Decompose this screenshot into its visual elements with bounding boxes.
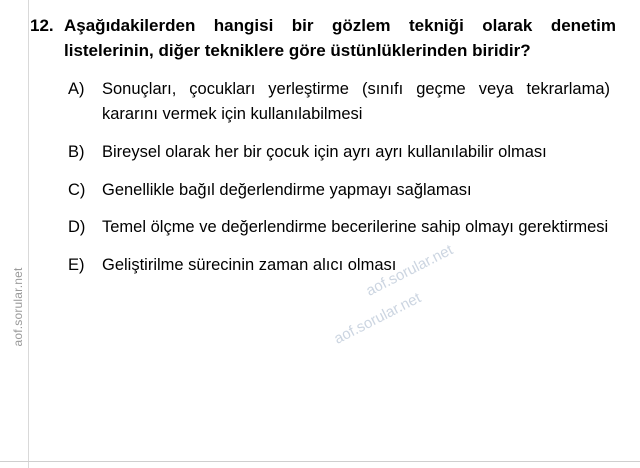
option-d[interactable] (68, 215, 624, 240)
option-b-letter: B) (68, 142, 85, 161)
option-e[interactable] (68, 253, 624, 278)
question-block (30, 14, 624, 291)
option-b-text: Bireysel olarak her bir çocuk için ayrı ayrı kullanılabilir olması (102, 142, 547, 161)
question-text: Aşağıdakilerden hangisi bir gözlem tekniği olarak denetim listelerinin, diğer tekniklere göre üstünlüklerinden biridir? (64, 16, 616, 60)
options-list (30, 77, 624, 278)
option-c[interactable] (68, 178, 624, 203)
question-stem (30, 14, 624, 63)
diagonal-watermark-1: aof.sorular.net (363, 241, 456, 300)
option-c-letter: C) (68, 180, 86, 199)
option-a-text: Sonuçları, çocukları yerleştirme (sınıfı geçme veya tekrarlama) kararını vermek için kullanılabilmesi (102, 80, 610, 124)
page-bottom-rule (0, 461, 640, 462)
option-a-letter: A) (68, 80, 85, 99)
left-watermark-strip (0, 0, 29, 468)
option-e-letter: E) (68, 256, 85, 275)
side-watermark-text: aof.sorular.net (11, 267, 25, 347)
diagonal-watermark-2: aof.sorular.net (331, 289, 424, 348)
option-e-text: Geliştirilme sürecinin zaman alıcı olması (102, 256, 397, 275)
option-d-text: Temel ölçme ve değerlendirme becerilerine sahip olmayı gerektirmesi (102, 218, 609, 237)
option-b[interactable] (68, 140, 624, 165)
option-c-text: Genellikle bağıl değerlendirme yapmayı sağlaması (102, 180, 472, 199)
option-a[interactable] (68, 77, 624, 127)
question-number: 12. (30, 16, 54, 35)
option-d-letter: D) (68, 218, 86, 237)
